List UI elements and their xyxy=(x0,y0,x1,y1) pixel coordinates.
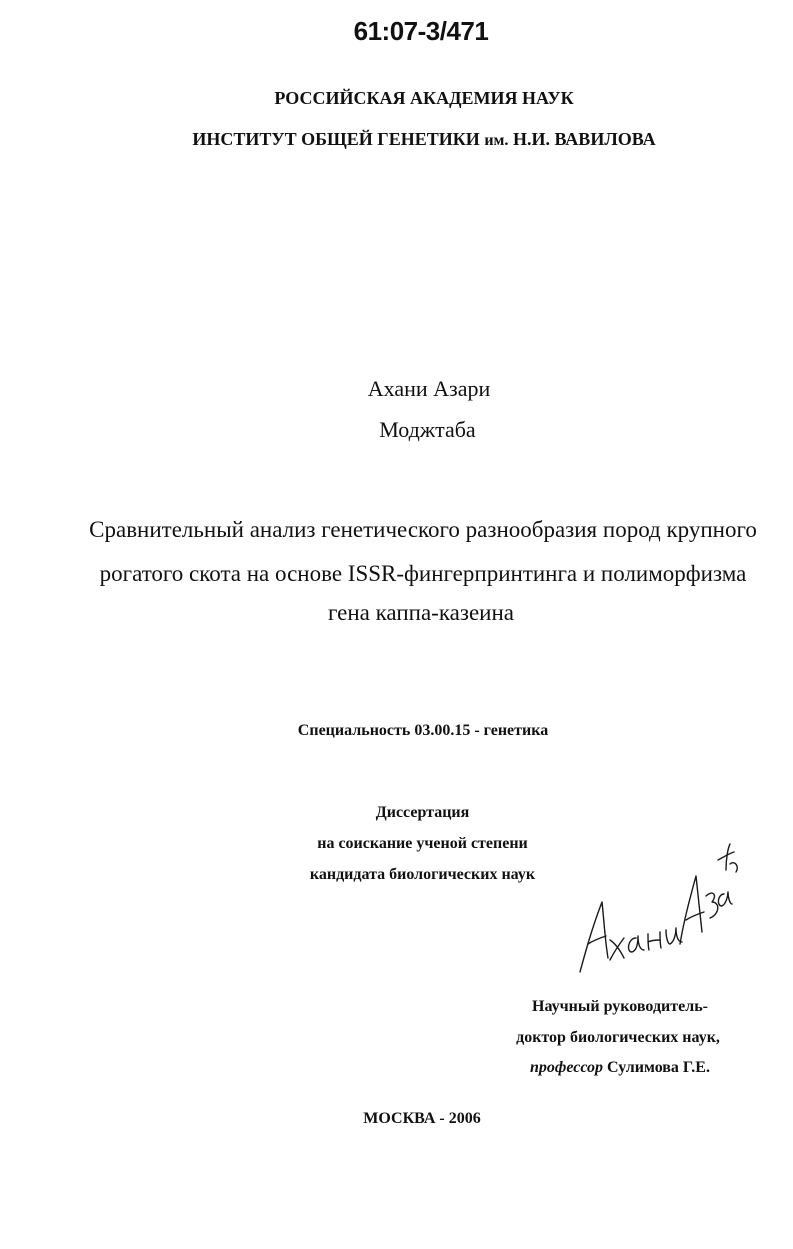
institute-heading xyxy=(0,129,793,150)
author-signature xyxy=(572,840,742,980)
stamp-number: 61:07-3/471 xyxy=(353,16,489,46)
institute-name: Н.И. ВАВИЛОВА xyxy=(512,129,656,149)
author-surname: Ахани Азари xyxy=(367,376,491,401)
city-year: МОСКВА - 2006 xyxy=(363,1110,481,1127)
institute-main: ИНСТИТУТ ОБЩЕЙ ГЕНЕТИКИ xyxy=(192,129,480,149)
supervisor-title: профессор xyxy=(530,1059,604,1076)
dissertation-degree-line: на соискание ученой степени xyxy=(317,835,528,852)
supervisor-name: Сулимова Г.Е. xyxy=(607,1059,710,1076)
supervisor-name-line xyxy=(470,1059,770,1077)
dissertation-candidate-line: кандидата биологических наук xyxy=(309,866,536,883)
thesis-title-line-2: рогатого скота на основе ISSR-фингерпринтинга и полиморфизма xyxy=(99,561,747,586)
supervisor-label: Научный руководитель- xyxy=(532,998,708,1015)
thesis-title-line-3: гена каппа-казеина xyxy=(328,600,514,625)
supervisor-degree: доктор биологических наук, xyxy=(516,1029,720,1046)
thesis-title-line-1: Сравнительный анализ генетического разнообразия пород крупного xyxy=(89,517,757,542)
academy-heading: РОССИЙСКАЯ АКАДЕМИЯ НАУК xyxy=(274,88,574,108)
dissertation-label: Диссертация xyxy=(375,804,470,821)
specialty: Специальность 03.00.15 - генетика xyxy=(297,722,549,739)
institute-abbr: им. xyxy=(484,132,509,149)
author-given-name: Моджтаба xyxy=(379,417,476,442)
